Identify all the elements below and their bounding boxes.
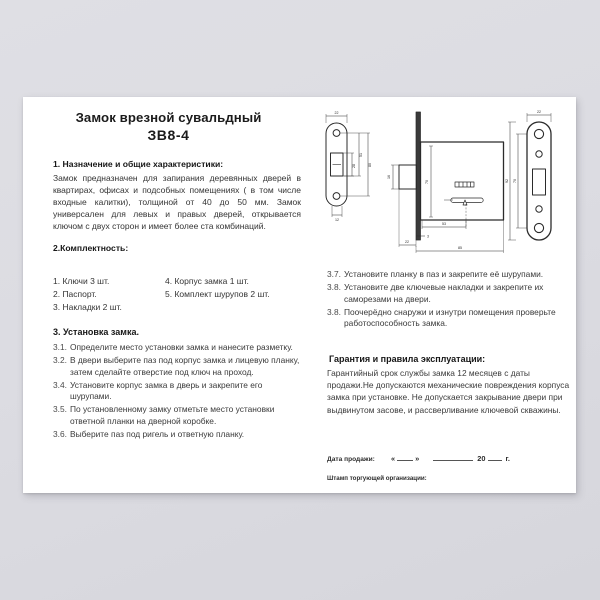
list-item: 1. Ключи 3 шт. (53, 276, 110, 286)
faceplate-front-view (326, 111, 372, 222)
kit-list (53, 275, 308, 314)
section-purpose-heading: 1. Назначение и общие характеристики: (53, 159, 224, 169)
svg-text:92: 92 (505, 179, 509, 183)
stamp-label: Штамп торгующей организации: (327, 475, 427, 482)
kit-column-1 (53, 275, 165, 314)
svg-text:53: 53 (442, 222, 446, 226)
technical-drawing (303, 105, 571, 257)
step-text: По установленному замку отметьте место установки ответной планки на дверной коробке. (70, 404, 275, 427)
list-item (327, 282, 570, 305)
month-blank[interactable] (433, 453, 473, 461)
list-item (327, 307, 570, 330)
step-text: Выберите паз под ригель и ответную планку. (70, 429, 245, 440)
step-text: Установите две ключевые накладки и закрепите их саморезами на двери. (344, 282, 544, 304)
section-purpose (53, 159, 301, 254)
day-blank[interactable] (397, 453, 413, 461)
list-item (53, 404, 305, 427)
svg-text:12: 12 (335, 218, 339, 222)
step-number: 3.8. (327, 306, 341, 317)
warranty-body: Гарантийный срок службы замка 12 месяцев с даты продажи.Не допускаются механические повреждения корпуса замка при установке. Не допускается закрывание двери при выдвинутом засове, и рассверливание ключевой скважины. (327, 368, 570, 415)
svg-text:51: 51 (359, 153, 363, 157)
section-purpose-body: Замок предназначен для запирания деревянных дверей в квартирах, офисах и подсобных помещениях ( в том числе входные калитки), толщиной от 40 до 50 мм. Замок универсален для левых и правых дверей, открывается ключом с двух сторон и имеет более ста комбинаций. (53, 172, 301, 231)
section-install-heading: 3. Установка замка. (53, 327, 139, 337)
step-number: 3.8. (327, 282, 341, 293)
step-text: Установите планку в паз и закрепите её шурупами. (344, 269, 544, 279)
svg-text:16: 16 (387, 175, 391, 179)
step-number: 3.1. (53, 342, 67, 352)
list-item: 3. Накладки 2 шт. (53, 301, 122, 312)
year-blank[interactable] (488, 453, 502, 461)
install-steps-right (327, 269, 570, 331)
quote-open: « (391, 454, 396, 463)
svg-text:22: 22 (405, 240, 409, 244)
list-item (327, 269, 570, 281)
instruction-card (23, 97, 576, 493)
year-suffix: г. (505, 454, 510, 463)
svg-text:22: 22 (537, 110, 541, 114)
step-number: 3.4. (53, 379, 67, 390)
step-text: Определите место установки замка и нанесите разметку. (70, 342, 293, 352)
list-item: 4. Корпус замка 1 шт. (165, 276, 249, 286)
install-steps-left (53, 342, 305, 442)
svg-text:85: 85 (458, 246, 462, 250)
step-text: Поочерёдно снаружи и изнутри помещения проверьте работоспособность замка. (344, 306, 556, 329)
svg-text:80: 80 (368, 163, 372, 167)
step-number: 3.5. (53, 404, 67, 415)
warranty-heading: Гарантия и правила эксплуатации: (329, 354, 486, 364)
svg-text:70: 70 (513, 179, 517, 183)
list-item (53, 429, 305, 441)
page-title (41, 110, 296, 143)
year-prefix: 20 (477, 454, 486, 463)
product-title-line1: Замок врезной сувальдный (75, 110, 262, 125)
step-number: 3.2. (53, 355, 67, 366)
svg-text:3: 3 (427, 234, 429, 239)
sale-date-row (327, 453, 575, 463)
section-kit-heading: 2.Комплектность: (53, 243, 129, 254)
strike-plate-front-view (505, 110, 551, 240)
product-model: ЗВ8-4 (147, 126, 190, 143)
quote-close: » (415, 454, 420, 463)
svg-text:22: 22 (334, 111, 339, 115)
step-number: 3.7. (327, 269, 341, 279)
step-text: В двери выберите паз под корпус замка и лицевую планку, затем сделайте отверстие под ключ на проход. (70, 355, 300, 377)
list-item (53, 380, 305, 403)
list-item: 2. Паспорт. (53, 288, 97, 299)
list-item: 5. Комплект шурупов 2 шт. (165, 288, 270, 299)
list-item (53, 355, 305, 378)
list-item (53, 342, 305, 354)
step-text: Установите корпус замка в дверь и закрепите его шурупами. (70, 379, 263, 402)
svg-text:28: 28 (352, 164, 356, 168)
lock-body-side-view (387, 112, 504, 253)
kit-column-2 (165, 275, 308, 314)
svg-text:70: 70 (425, 180, 429, 184)
sale-date-label: Дата продажи: (327, 456, 375, 463)
step-number: 3.6. (53, 429, 67, 440)
